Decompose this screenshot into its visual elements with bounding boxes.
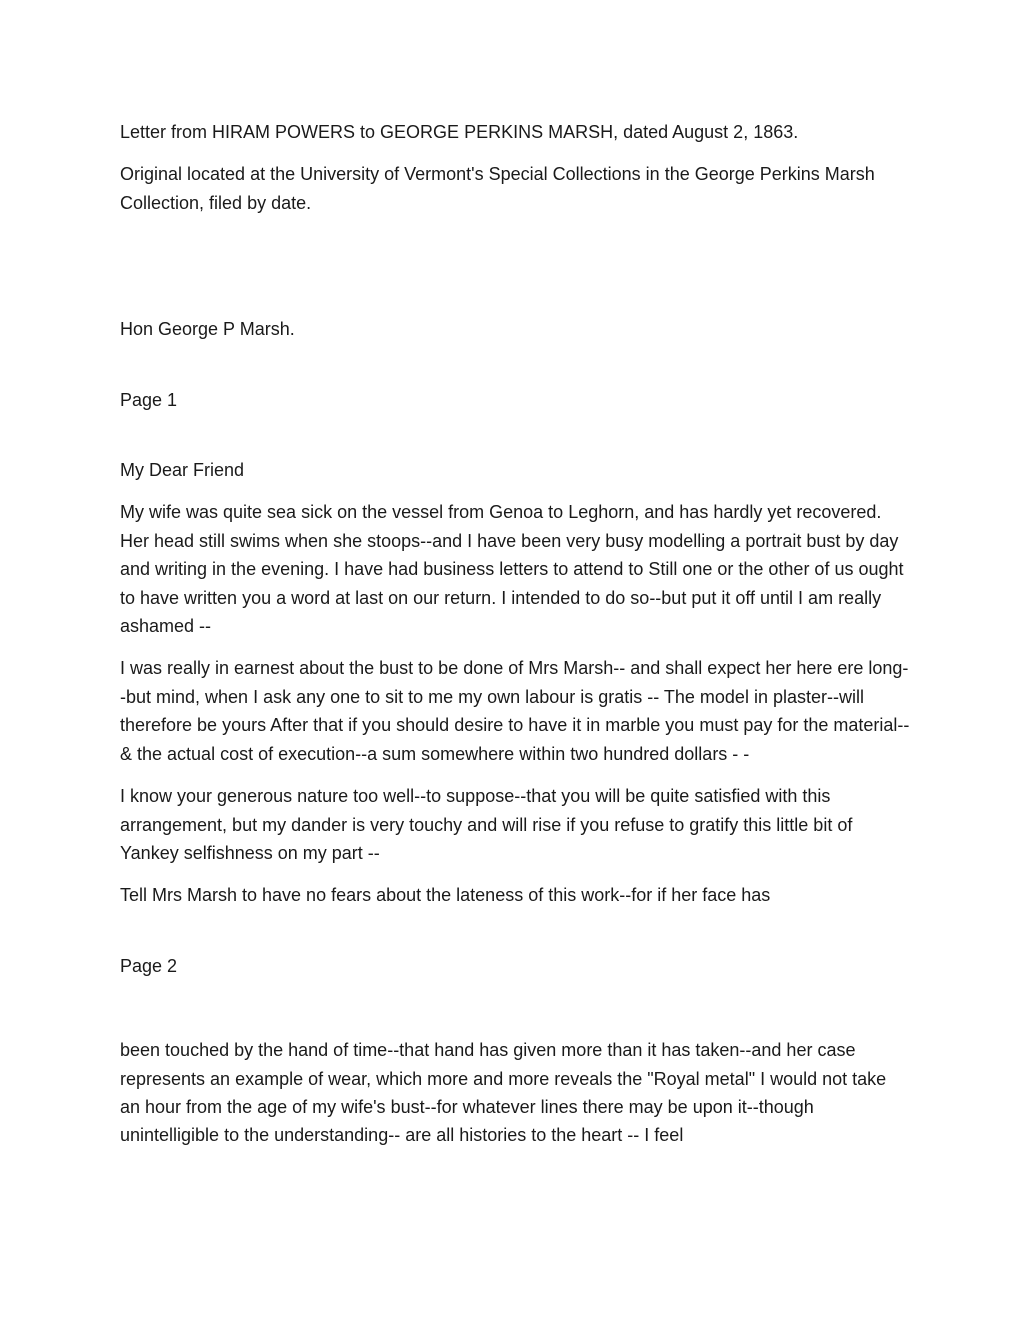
page-1-label: Page 1 <box>120 389 178 410</box>
source-note: Original located at the University of Vermont's Special Collections in the George Perkins Marsh Collection, filed by date. <box>120 164 875 213</box>
page-2-label: Page 2 <box>120 955 178 976</box>
letter-paragraph-3: I know your generous nature too well--to suppose--that you will be quite satisfied with this arrangement, but my dander is very touchy and will rise if you refuse to gratify this little bit of Yankey selfishness on my part -- <box>120 786 853 863</box>
document-title-line: Letter from HIRAM POWERS to GEORGE PERKINS MARSH, dated August 2, 1863. <box>120 122 799 142</box>
letter-paragraph-2: I was really in earnest about the bust to be done of Mrs Marsh-- and shall expect her here ere long--but mind, when I ask any one to sit to me my own labour is gratis -- The model in plaster--will therefore be yours After that if you should desire to have it in marble you must pay for the material--& the actual cost of execution--a sum somewhere within two hundred dollars - - <box>120 658 910 764</box>
letter-paragraph-4: Tell Mrs Marsh to have no fears about the lateness of this work--for if her face has <box>120 885 771 906</box>
addressee: Hon George P Marsh. <box>120 319 295 340</box>
letter-paragraph-1: My wife was quite sea sick on the vessel from Genoa to Leghorn, and has hardly yet recovered. Her head still swims when she stoops--and I have been very busy modelling a portrait bust by day and writing in the evening. I have had business letters to attend to Still one or the other of us ought to have written you a word at last on our return. I intended to do so--but put it off until I am really ashamed -- <box>120 502 904 637</box>
letter-paragraph-page-2: been touched by the hand of time--that hand has given more than it has taken--and her case represents an example of wear, which more and more reveals the "Royal metal" I would not take an hour from the age of my wife's bust--for whatever lines there may be upon it--though unintelligible to the understanding-- are all histories to the heart -- I feel <box>120 1040 887 1146</box>
salutation: My Dear Friend <box>120 460 245 481</box>
document-page <box>120 118 910 1150</box>
